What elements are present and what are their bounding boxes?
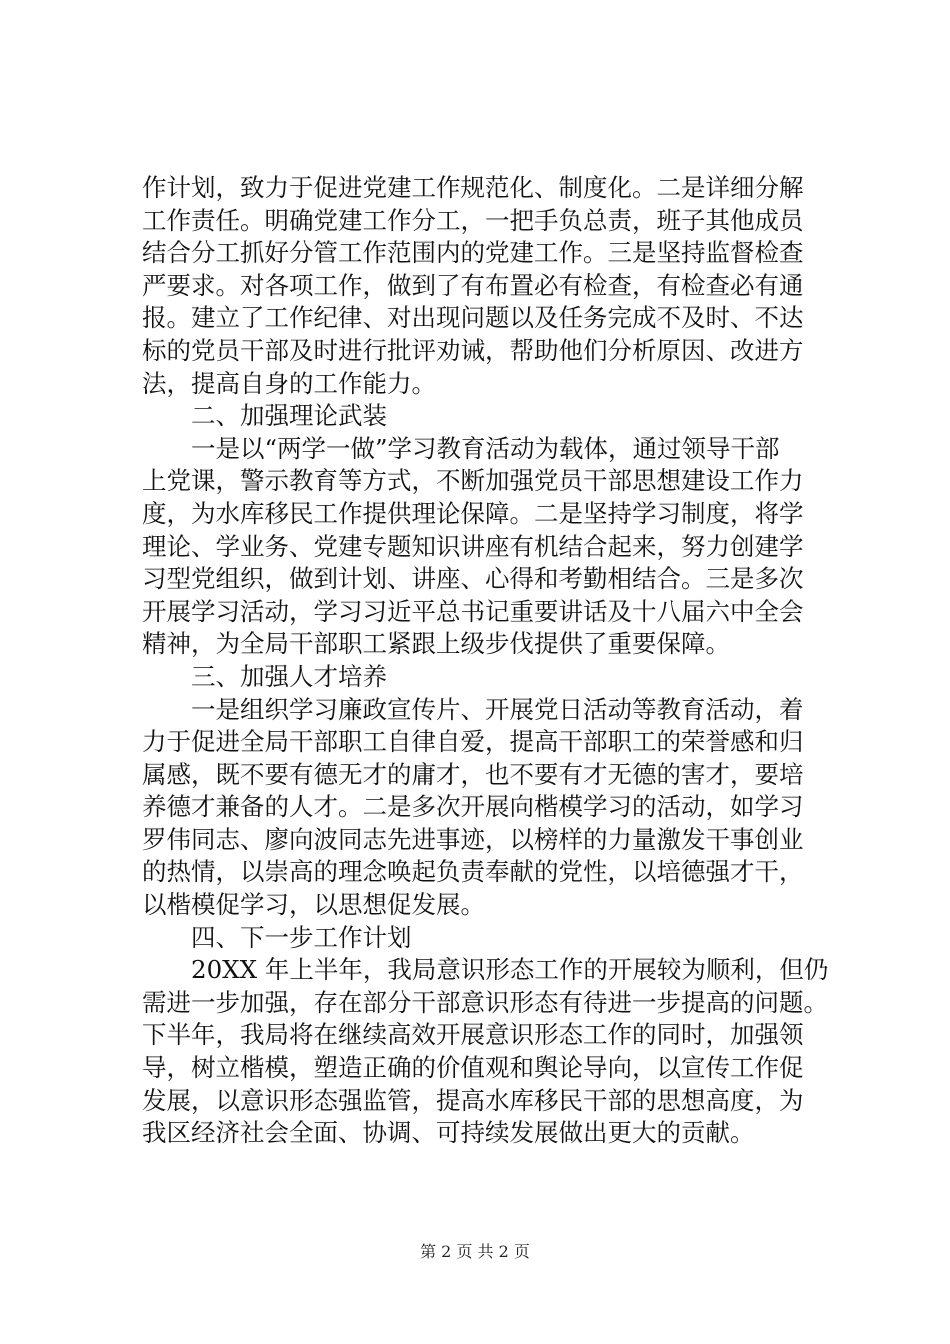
text-line: 法，提高自身的工作能力。 [142,368,436,398]
text-line: 发展，以意识形态强监管，提高水库移民干部的思想高度，为 [142,1085,804,1115]
text-line: 力于促进全局干部职工自律自爱，提高干部职工的荣誉感和归 [142,727,804,757]
text-line: 工作责任。明确党建工作分工，一把手负总责，班子其他成员 [142,205,804,235]
text-line: 度，为水库移民工作提供理论保障。二是坚持学习制度，将学 [142,498,804,528]
page-footer: 第 2 页 共 2 页 [420,1242,530,1261]
text-line: 我区经济社会全面、协调、可持续发展做出更大的贡献。 [142,1118,755,1148]
text-line: 的热情，以崇高的理念唤起负责奉献的党性，以培德强才干， [142,857,804,887]
section-heading: 二、加强理论武装 [191,401,387,431]
text-line: 上党课，警示教育等方式，不断加强党员干部思想建设工作力 [142,466,804,496]
text-line: 精神，为全局干部职工紧跟上级步伐提供了重要保障。 [142,629,730,659]
text-line: 开展学习活动，学习习近平总书记重要讲话及十八届六中全会 [142,596,804,626]
text-line: 标的党员干部及时进行批评劝诫，帮助他们分析原因、改进方 [142,335,804,365]
text-line: 以楷模促学习，以思想促发展。 [142,890,485,920]
text-line: 下半年，我局将在继续高效开展意识形态工作的同时，加强领 [142,1020,804,1050]
text-line: 一是以“两学一做”学习教育活动为载体，通过领导干部 [191,433,780,463]
text-line: 需进一步加强，存在部分干部意识形态有待进一步提高的问题。 [142,987,828,1017]
text-line: 20XX 年上半年，我局意识形态工作的开展较为顺利，但仍 [191,955,829,985]
section-heading: 三、加强人才培养 [191,661,387,691]
text-line: 养德才兼备的人才。二是多次开展向楷模学习的活动，如学习 [142,792,804,822]
section-heading: 四、下一步工作计划 [191,922,412,952]
text-line: 习型党组织，做到计划、讲座、心得和考勤相结合。三是多次 [142,564,804,594]
text-line: 导，树立楷模，塑造正确的价值观和舆论导向，以宣传工作促 [142,1053,804,1083]
text-line: 报。建立了工作纪律、对出现问题以及任务完成不及时、不达 [142,303,804,333]
document-body [142,172,842,1150]
text-line: 理论、学业务、党建专题知识讲座有机结合起来，努力创建学 [142,531,804,561]
text-line: 一是组织学习廉政宣传片、开展党日活动等教育活动，着 [191,694,804,724]
text-line: 结合分工抓好分管工作范围内的党建工作。三是坚持监督检查 [142,238,804,268]
text-line: 作计划，致力于促进党建工作规范化、制度化。二是详细分解 [142,173,804,202]
text-line: 属感，既不要有德无才的庸才，也不要有才无德的害才，要培 [142,759,804,789]
text-line: 罗伟同志、廖向波同志先进事迹，以榜样的力量激发干事创业 [142,824,804,854]
text-line: 严要求。对各项工作，做到了有布置必有检查，有检查必有通 [142,270,804,300]
